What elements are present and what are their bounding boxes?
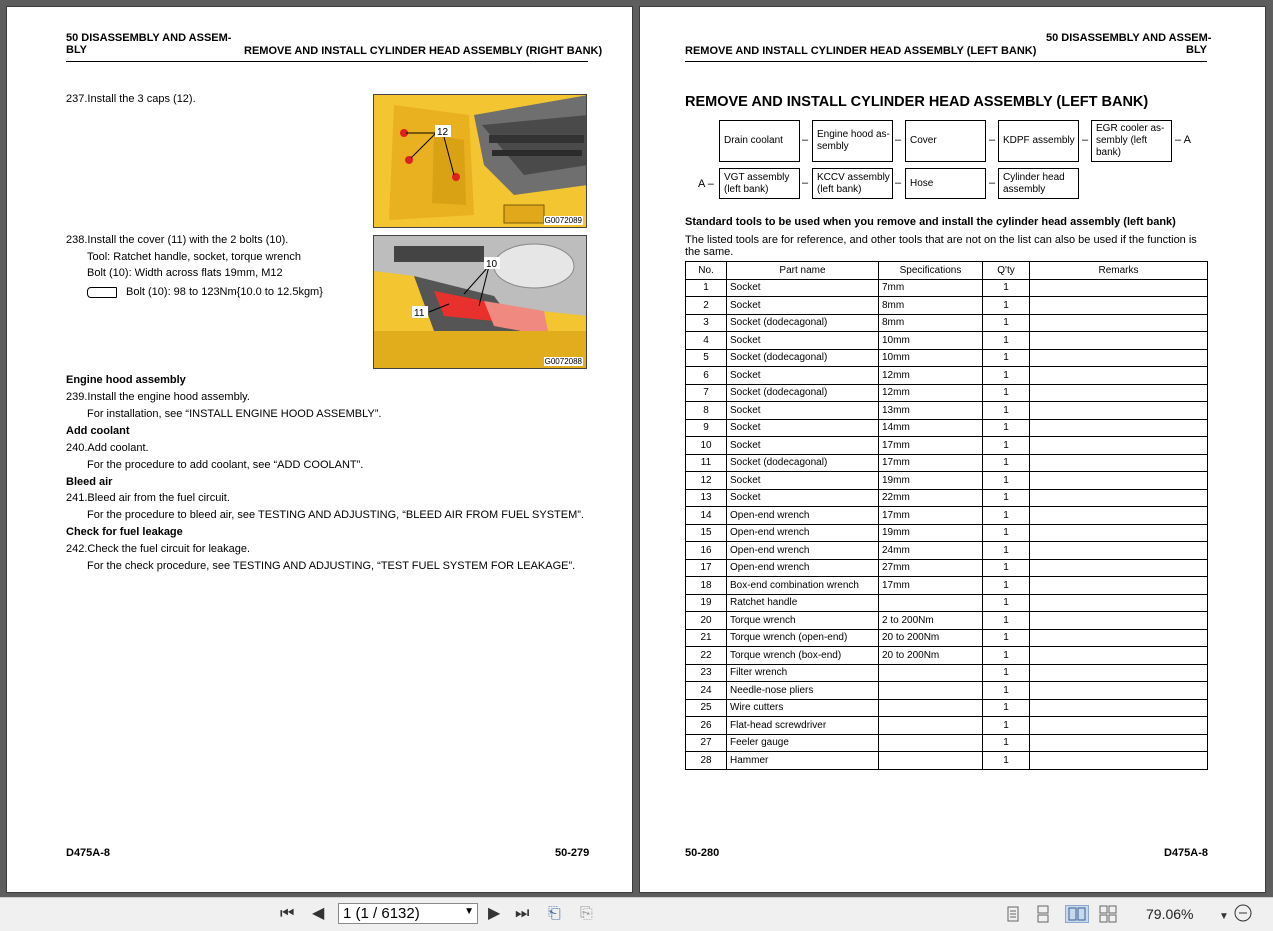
table-row: [686, 664, 1208, 682]
cell-no: 17: [686, 559, 727, 577]
cell-no: 13: [686, 489, 727, 507]
go-forward-icon[interactable]: ⎘: [580, 905, 593, 922]
cell-part-name: Socket (dodecagonal): [727, 349, 879, 367]
cell-part-name: Torque wrench (open-end): [727, 629, 879, 647]
cell-specification: 14mm: [879, 419, 983, 437]
cell-remarks: [1030, 594, 1208, 612]
header-title: REMOVE AND INSTALL CYLINDER HEAD ASSEMBLY (LEFT BANK): [685, 45, 1037, 57]
figure2-callout-10: 10: [486, 259, 498, 270]
cell-no: 1: [686, 279, 727, 297]
flow-connector: –: [895, 134, 902, 146]
cell-part-name: Socket (dodecagonal): [727, 314, 879, 332]
col-no: No.: [686, 262, 727, 280]
tools-heading: Standard tools to be used when you remove and install the cylinder head assembly (left bank): [685, 216, 1176, 228]
cell-specification: 13mm: [879, 402, 983, 420]
cell-qty: 1: [983, 367, 1030, 385]
flow-connector: –: [802, 134, 809, 146]
cell-part-name: Feeler gauge: [727, 734, 879, 752]
cell-part-name: Socket: [727, 419, 879, 437]
cell-remarks: [1030, 734, 1208, 752]
figure2-id: G0072088: [544, 357, 582, 366]
table-row: [686, 472, 1208, 490]
table-header-row: [686, 262, 1208, 280]
cell-no: 14: [686, 507, 727, 525]
cell-remarks: [1030, 279, 1208, 297]
cell-part-name: Socket (dodecagonal): [727, 384, 879, 402]
flow-cover: Cover: [905, 120, 986, 162]
prev-page-icon[interactable]: ◀: [312, 905, 325, 922]
table-row: [686, 734, 1208, 752]
cell-remarks: [1030, 402, 1208, 420]
table-row: [686, 437, 1208, 455]
flow-drain-coolant: Drain coolant: [719, 120, 800, 162]
step-242: 242.Check the fuel circuit for leakage.: [66, 543, 251, 555]
cell-specification: 17mm: [879, 454, 983, 472]
cell-qty: 1: [983, 437, 1030, 455]
cell-no: 27: [686, 734, 727, 752]
cell-specification: [879, 682, 983, 700]
cell-part-name: Open-end wrench: [727, 507, 879, 525]
table-row: [686, 594, 1208, 612]
cell-part-name: Socket: [727, 402, 879, 420]
header-rule: [66, 61, 588, 62]
table-row: [686, 507, 1208, 525]
cell-no: 12: [686, 472, 727, 490]
step-238-bolt: Bolt (10): Width across flats 19mm, M12: [87, 267, 283, 279]
tools-note: The listed tools are for reference, and other tools that are not on the list can also be used if the function is the same.: [685, 234, 1197, 258]
header-section: 50 DISASSEMBLY AND ASSEM- BLY: [1046, 32, 1212, 56]
cell-qty: 1: [983, 384, 1030, 402]
cell-part-name: Socket: [727, 489, 879, 507]
flow-kdpf: KDPF assembly: [998, 120, 1079, 162]
cell-no: 9: [686, 419, 727, 437]
cell-remarks: [1030, 524, 1208, 542]
table-row: [686, 279, 1208, 297]
cell-no: 24: [686, 682, 727, 700]
cell-specification: 10mm: [879, 332, 983, 350]
cell-part-name: Wire cutters: [727, 699, 879, 717]
section-title-bleed-air: Bleed air: [66, 476, 113, 488]
cell-remarks: [1030, 314, 1208, 332]
tools-table: [685, 261, 1208, 770]
flow-kccv: KCCV assembly (left bank): [812, 168, 893, 199]
cell-qty: 1: [983, 664, 1030, 682]
cell-specification: [879, 664, 983, 682]
figure-install-cover: [373, 235, 587, 369]
table-row: [686, 454, 1208, 472]
cell-qty: 1: [983, 402, 1030, 420]
cell-part-name: Socket: [727, 472, 879, 490]
cell-qty: 1: [983, 349, 1030, 367]
table-row: [686, 559, 1208, 577]
cell-specification: 19mm: [879, 524, 983, 542]
section-title-fuel-leakage: Check for fuel leakage: [66, 526, 183, 538]
cell-qty: 1: [983, 472, 1030, 490]
page-50-279: [6, 6, 633, 893]
table-row: [686, 752, 1208, 770]
cell-no: 7: [686, 384, 727, 402]
cell-part-name: Torque wrench (box-end): [727, 647, 879, 665]
table-row: [686, 297, 1208, 315]
cell-specification: 20 to 200Nm: [879, 629, 983, 647]
tools-table-body: [686, 279, 1208, 769]
table-row: [686, 717, 1208, 735]
cell-remarks: [1030, 664, 1208, 682]
viewer-toolbar: [0, 897, 1273, 931]
cell-remarks: [1030, 332, 1208, 350]
page-number-value: 1 (1 / 6132): [343, 905, 420, 922]
step-241: 241.Bleed air from the fuel circuit.: [66, 492, 230, 504]
cell-remarks: [1030, 489, 1208, 507]
cell-remarks: [1030, 297, 1208, 315]
cell-part-name: Hammer: [727, 752, 879, 770]
col-remarks: Remarks: [1030, 262, 1208, 280]
cell-no: 6: [686, 367, 727, 385]
cell-qty: 1: [983, 454, 1030, 472]
cell-remarks: [1030, 612, 1208, 630]
cell-qty: 1: [983, 699, 1030, 717]
cell-specification: 12mm: [879, 384, 983, 402]
cell-specification: [879, 717, 983, 735]
cell-no: 15: [686, 524, 727, 542]
cell-no: 18: [686, 577, 727, 595]
cell-specification: 24mm: [879, 542, 983, 560]
zoom-dropdown-icon[interactable]: ▼: [1219, 911, 1229, 922]
cell-qty: 1: [983, 612, 1030, 630]
cell-no: 5: [686, 349, 727, 367]
cell-specification: [879, 594, 983, 612]
cell-no: 11: [686, 454, 727, 472]
step-238-tool: Tool: Ratchet handle, socket, torque wrench: [87, 251, 302, 263]
cell-part-name: Socket: [727, 279, 879, 297]
cell-remarks: [1030, 349, 1208, 367]
cell-part-name: Socket (dodecagonal): [727, 454, 879, 472]
flow-engine-hood: Engine hood as- sembly: [812, 120, 893, 162]
cell-qty: 1: [983, 717, 1030, 735]
flow-connector: –: [895, 177, 902, 189]
cell-no: 16: [686, 542, 727, 560]
cell-specification: 27mm: [879, 559, 983, 577]
cell-qty: 1: [983, 489, 1030, 507]
cell-no: 26: [686, 717, 727, 735]
page-50-280: [639, 6, 1266, 893]
table-row: [686, 402, 1208, 420]
col-specifications: Specifications: [879, 262, 983, 280]
col-part-name: Part name: [727, 262, 879, 280]
cell-qty: 1: [983, 507, 1030, 525]
cell-specification: 2 to 200Nm: [879, 612, 983, 630]
flow-hose: Hose: [905, 168, 986, 199]
cell-qty: 1: [983, 647, 1030, 665]
cell-specification: 17mm: [879, 507, 983, 525]
flow-egr-cooler: EGR cooler as- sembly (left bank): [1091, 120, 1172, 162]
cell-no: 22: [686, 647, 727, 665]
cell-remarks: [1030, 647, 1208, 665]
figure2-callout-11: 11: [414, 308, 425, 319]
table-row: [686, 419, 1208, 437]
cell-specification: [879, 734, 983, 752]
header-section: 50 DISASSEMBLY AND ASSEM- BLY: [66, 32, 232, 56]
cell-qty: 1: [983, 559, 1030, 577]
table-row: [686, 542, 1208, 560]
cell-no: 2: [686, 297, 727, 315]
cell-qty: 1: [983, 524, 1030, 542]
step-239: 239.Install the engine hood assembly.: [66, 391, 250, 403]
footer-model: D475A-8: [66, 847, 111, 859]
cell-remarks: [1030, 752, 1208, 770]
section-title-engine-hood: Engine hood assembly: [66, 374, 186, 386]
step-242-note: For the check procedure, see TESTING AND ADJUSTING, “TEST FUEL SYSTEM FOR LEAKAGE”.: [87, 560, 576, 572]
cell-remarks: [1030, 367, 1208, 385]
cell-no: 20: [686, 612, 727, 630]
cell-qty: 1: [983, 332, 1030, 350]
cell-part-name: Open-end wrench: [727, 542, 879, 560]
step-240: 240.Add coolant.: [66, 442, 149, 454]
cell-part-name: Filter wrench: [727, 664, 879, 682]
cell-qty: 1: [983, 752, 1030, 770]
cell-no: 25: [686, 699, 727, 717]
cell-specification: 17mm: [879, 577, 983, 595]
cell-specification: 7mm: [879, 279, 983, 297]
zoom-level[interactable]: 79.06%: [1146, 906, 1194, 922]
cell-qty: 1: [983, 297, 1030, 315]
step-238: 238.Install the cover (11) with the 2 bolts (10).: [66, 234, 289, 246]
cell-remarks: [1030, 384, 1208, 402]
cell-remarks: [1030, 472, 1208, 490]
page-title: REMOVE AND INSTALL CYLINDER HEAD ASSEMBLY (LEFT BANK): [685, 94, 1149, 110]
cell-part-name: Socket: [727, 437, 879, 455]
step-237: 237.Install the 3 caps (12).: [66, 93, 196, 105]
cell-specification: 12mm: [879, 367, 983, 385]
table-row: [686, 314, 1208, 332]
chevron-down-icon: ▼: [464, 906, 474, 917]
table-row: [686, 647, 1208, 665]
cell-part-name: Flat-head screwdriver: [727, 717, 879, 735]
table-row: [686, 629, 1208, 647]
header-rule: [685, 61, 1207, 62]
cell-qty: 1: [983, 314, 1030, 332]
table-row: [686, 524, 1208, 542]
flow-vgt: VGT assembly (left bank): [719, 168, 800, 199]
cell-part-name: Socket: [727, 297, 879, 315]
cell-no: 23: [686, 664, 727, 682]
footer-model: D475A-8: [1164, 847, 1209, 859]
figure1-callout: 12: [437, 127, 449, 138]
cell-remarks: [1030, 577, 1208, 595]
flow-link-in: A –: [698, 178, 714, 190]
cell-part-name: Ratchet handle: [727, 594, 879, 612]
figure-install-caps: [373, 94, 587, 228]
header-title: REMOVE AND INSTALL CYLINDER HEAD ASSEMBLY (RIGHT BANK): [244, 45, 603, 57]
flow-connector: –: [989, 134, 996, 146]
cell-specification: 8mm: [879, 314, 983, 332]
col-qty: Q'ty: [983, 262, 1030, 280]
table-row: [686, 332, 1208, 350]
cell-qty: 1: [983, 577, 1030, 595]
cell-remarks: [1030, 419, 1208, 437]
cell-no: 28: [686, 752, 727, 770]
table-row: [686, 367, 1208, 385]
cell-part-name: Open-end wrench: [727, 559, 879, 577]
cell-no: 3: [686, 314, 727, 332]
cell-qty: 1: [983, 682, 1030, 700]
cell-specification: 19mm: [879, 472, 983, 490]
cell-no: 21: [686, 629, 727, 647]
cell-remarks: [1030, 699, 1208, 717]
cell-part-name: Socket: [727, 332, 879, 350]
cell-remarks: [1030, 682, 1208, 700]
continuous-icon[interactable]: [1033, 905, 1053, 923]
cell-qty: 1: [983, 594, 1030, 612]
cell-specification: [879, 699, 983, 717]
cell-specification: [879, 752, 983, 770]
cell-specification: 22mm: [879, 489, 983, 507]
cell-part-name: Needle-nose pliers: [727, 682, 879, 700]
table-row: [686, 349, 1208, 367]
zoom-out-icon[interactable]: [1233, 903, 1253, 929]
cell-no: 8: [686, 402, 727, 420]
first-page-icon[interactable]: ⏮: [280, 905, 295, 922]
torque-wrench-icon: [87, 287, 117, 298]
footer-page-number: 50-279: [555, 847, 590, 859]
go-back-icon[interactable]: ⎗: [548, 905, 561, 922]
cell-remarks: [1030, 559, 1208, 577]
flow-connector: –: [989, 177, 996, 189]
last-page-icon[interactable]: ⏭: [515, 905, 530, 922]
cell-part-name: Box-end combination wrench: [727, 577, 879, 595]
page-number-select[interactable]: [338, 903, 478, 924]
cell-remarks: [1030, 507, 1208, 525]
flow-connector: –: [802, 177, 809, 189]
footer-page-number: 50-280: [685, 847, 720, 859]
figure1-id: G0072089: [544, 216, 582, 225]
continuous-facing-icon[interactable]: [1098, 905, 1118, 923]
cell-qty: 1: [983, 419, 1030, 437]
cell-no: 10: [686, 437, 727, 455]
cell-qty: 1: [983, 279, 1030, 297]
next-page-icon[interactable]: ▶: [488, 905, 501, 922]
cell-part-name: Open-end wrench: [727, 524, 879, 542]
facing-icon[interactable]: [1065, 905, 1089, 923]
cell-remarks: [1030, 542, 1208, 560]
step-238-torque: Bolt (10): 98 to 123Nm{10.0 to 12.5kgm}: [87, 286, 323, 299]
cell-remarks: [1030, 629, 1208, 647]
cell-no: 4: [686, 332, 727, 350]
cell-specification: 20 to 200Nm: [879, 647, 983, 665]
cell-qty: 1: [983, 542, 1030, 560]
cell-remarks: [1030, 454, 1208, 472]
flow-link-out: – A: [1175, 134, 1191, 146]
step-239-note: For installation, see “INSTALL ENGINE HOOD ASSEMBLY”.: [87, 408, 382, 420]
cell-remarks: [1030, 717, 1208, 735]
single-page-icon[interactable]: [1003, 905, 1023, 923]
cell-no: 19: [686, 594, 727, 612]
step-240-note: For the procedure to add coolant, see “ADD COOLANT”.: [87, 459, 364, 471]
cell-qty: 1: [983, 734, 1030, 752]
table-row: [686, 489, 1208, 507]
cell-remarks: [1030, 437, 1208, 455]
cell-part-name: Torque wrench: [727, 612, 879, 630]
cell-part-name: Socket: [727, 367, 879, 385]
step-241-note: For the procedure to bleed air, see TESTING AND ADJUSTING, “BLEED AIR FROM FUEL SYSTEM”.: [87, 509, 584, 521]
table-row: [686, 699, 1208, 717]
table-row: [686, 682, 1208, 700]
section-title-add-coolant: Add coolant: [66, 425, 130, 437]
table-row: [686, 384, 1208, 402]
flow-cylinder-head: Cylinder head assembly: [998, 168, 1079, 199]
flow-connector: –: [1082, 134, 1089, 146]
table-row: [686, 577, 1208, 595]
cell-qty: 1: [983, 629, 1030, 647]
cell-specification: 8mm: [879, 297, 983, 315]
table-row: [686, 612, 1208, 630]
cell-specification: 10mm: [879, 349, 983, 367]
cell-specification: 17mm: [879, 437, 983, 455]
